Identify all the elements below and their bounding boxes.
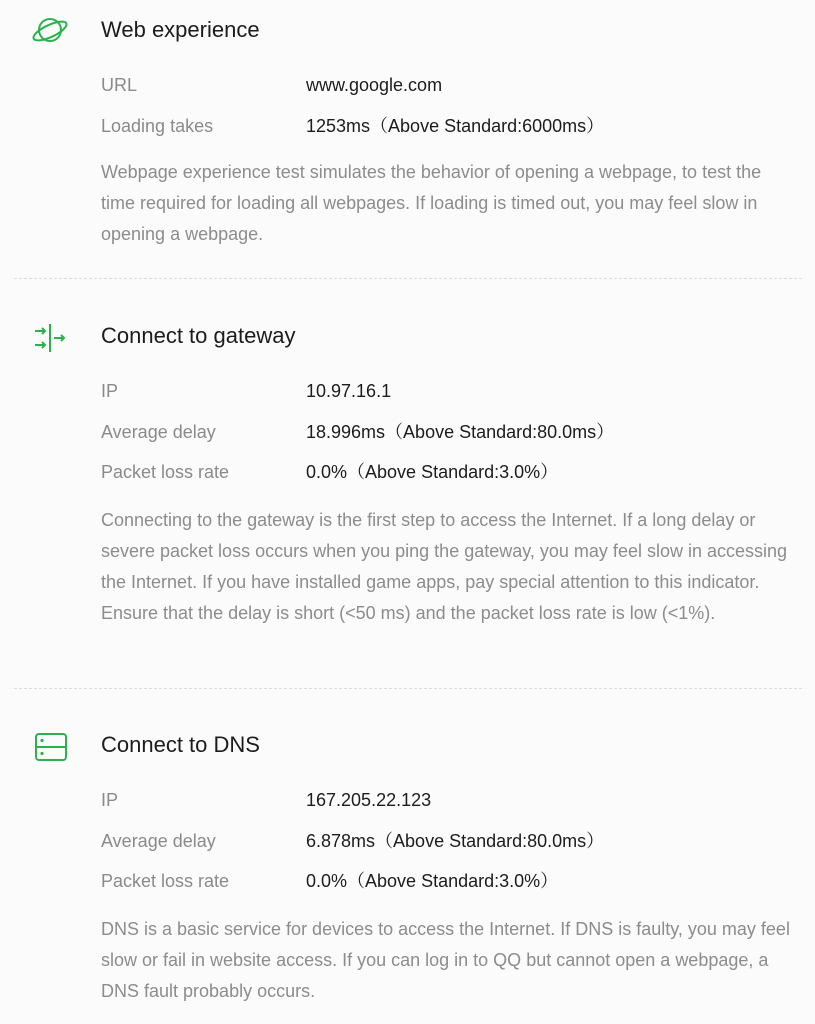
server-icon [30,727,70,763]
row-value: 0.0%（Above Standard:3.0%） [306,871,559,891]
row-label: URL [101,75,138,95]
row-value: 0.0%（Above Standard:3.0%） [306,462,559,482]
info-row-ip [101,378,801,404]
section-dns [0,719,815,1019]
planet-icon [30,12,70,48]
info-row-average-delay [101,419,801,445]
row-label: Average delay [101,422,216,442]
section-divider [14,688,802,689]
info-row-packet-loss [101,868,801,894]
info-row-average-delay [101,828,801,854]
row-value: 10.97.16.1 [306,381,392,401]
info-row-url [101,72,801,98]
section-header [0,310,815,358]
section-header [0,4,815,52]
info-row-ip [101,787,801,813]
row-value: 167.205.22.123 [306,790,432,810]
section-description: Webpage experience test simulates the behavior of opening a webpage, to test the time required for loading all webpages. If loading is timed out, you may feel slow in opening a webpage. [101,162,762,244]
row-value: 6.878ms（Above Standard:80.0ms） [306,831,605,851]
row-value: www.google.com [306,75,443,95]
row-label: IP [101,790,119,810]
row-label: Average delay [101,831,216,851]
section-web-experience [0,4,815,254]
gateway-icon [30,318,70,354]
row-label: Packet loss rate [101,462,230,482]
row-value: 18.996ms（Above Standard:80.0ms） [306,422,615,442]
section-gateway [0,310,815,670]
row-label: IP [101,381,119,401]
section-title: Web experience [101,17,260,42]
row-value: 1253ms（Above Standard:6000ms） [306,116,605,136]
section-title: Connect to DNS [101,732,260,757]
row-label: Packet loss rate [101,871,230,891]
info-row-loading-time [101,113,801,139]
section-description: DNS is a basic service for devices to access the Internet. If DNS is faulty, you may feel slow or fail in website access. If you can log in to QQ but cannot open a webpage, a DNS fault probably occurs. [101,919,790,1001]
section-description: Connecting to the gateway is the first step to access the Internet. If a long delay or severe packet loss occurs when you ping the gateway, you may feel slow in accessing the Internet. If you have installed game apps, pay special attention to this indicator. Ensure that the delay is short (<50 ms) and the packet loss rate is low (<1%). [101,510,788,623]
section-divider [14,278,802,279]
info-row-packet-loss [101,459,801,485]
row-label: Loading takes [101,116,214,136]
section-header [0,719,815,767]
section-title: Connect to gateway [101,323,296,348]
